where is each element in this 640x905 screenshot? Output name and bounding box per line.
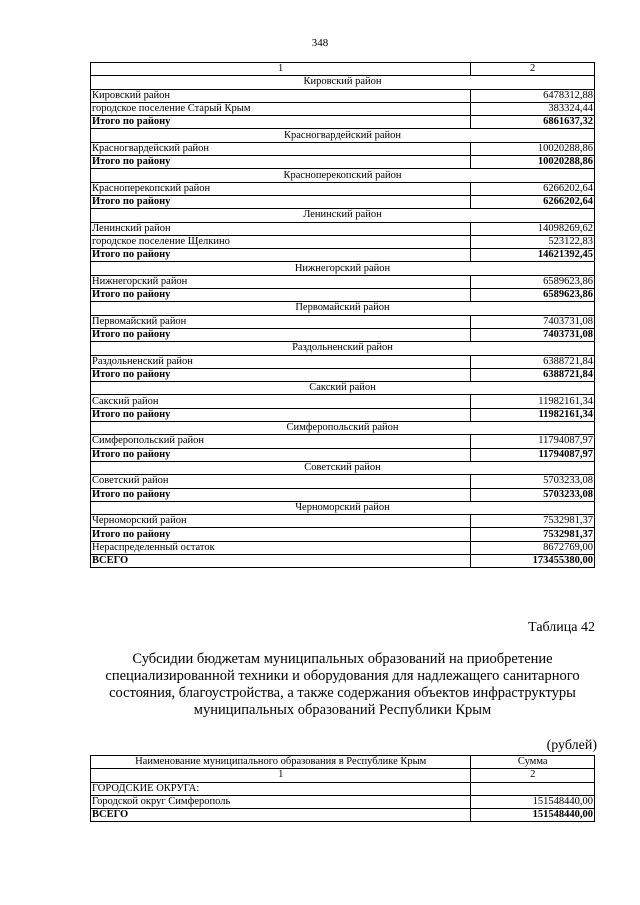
table-row (91, 222, 595, 235)
table-row (91, 782, 595, 795)
row-value: 151548440,00 (471, 795, 595, 808)
column-number-1: 1 (91, 63, 471, 76)
row-name: Итого по району (91, 528, 471, 541)
group-header: Красноперекопский район (91, 169, 595, 182)
row-value: 11982161,34 (471, 395, 595, 408)
table-row (91, 395, 595, 408)
table-row (91, 102, 595, 115)
row-name: Красноперекопский район (91, 182, 471, 195)
total-row (91, 368, 595, 381)
row-value: 11794087,97 (471, 435, 595, 448)
row-name: Советский район (91, 475, 471, 488)
row-value: 11982161,34 (471, 408, 595, 421)
row-name: Симферопольский район (91, 435, 471, 448)
group-header: Раздольненский район (91, 342, 595, 355)
table-row (91, 435, 595, 448)
group-header-row (91, 209, 595, 222)
row-value: 7403731,08 (471, 315, 595, 328)
header-name: Наименование муниципального образования в Республике Крым (91, 756, 471, 769)
row-value: 7403731,08 (471, 328, 595, 341)
group-header-row (91, 382, 595, 395)
group-header-row (91, 129, 595, 142)
row-value: 10020288,86 (471, 156, 595, 169)
total-row (91, 156, 595, 169)
row-name: Раздольненский район (91, 355, 471, 368)
row-name: Нераспределенный остаток (91, 541, 471, 554)
row-value: 8672769,00 (471, 541, 595, 554)
total-row (91, 448, 595, 461)
row-value: 5703233,08 (471, 475, 595, 488)
column-number-2: 2 (471, 63, 595, 76)
table-row (91, 275, 595, 288)
group-header: Нижнегорский район (91, 262, 595, 275)
header-value: Сумма (471, 756, 595, 769)
row-name: Итого по району (91, 156, 471, 169)
row-value: 173455380,00 (471, 554, 595, 567)
row-value: 6861637,32 (471, 116, 595, 129)
group-header-row (91, 169, 595, 182)
table-row (91, 235, 595, 248)
row-name: Итого по району (91, 116, 471, 129)
total-row (91, 488, 595, 501)
row-name: Итого по району (91, 448, 471, 461)
row-value: 5703233,08 (471, 488, 595, 501)
row-name: городское поселение Щелкино (91, 235, 471, 248)
row-name: Нижнегорский район (91, 275, 471, 288)
page-number: 348 (311, 37, 329, 49)
group-header: Черноморский район (91, 501, 595, 514)
units-label: (рублей) (546, 738, 597, 753)
district-subsidy-table (90, 62, 595, 568)
group-header-row (91, 262, 595, 275)
table-row (91, 182, 595, 195)
row-value: 7532981,37 (471, 528, 595, 541)
total-row (91, 809, 595, 822)
total-row (91, 328, 595, 341)
row-value: 6388721,84 (471, 368, 595, 381)
group-header: Советский район (91, 461, 595, 474)
row-name: Итого по району (91, 488, 471, 501)
header-row (91, 756, 595, 769)
group-header: Первомайский район (91, 302, 595, 315)
row-name: ВСЕГО (91, 809, 471, 822)
total-row (91, 195, 595, 208)
row-name: Городской округ Симферополь (91, 795, 471, 808)
row-name: Первомайский район (91, 315, 471, 328)
table-row (91, 515, 595, 528)
table-row (91, 541, 595, 554)
group-header-row (91, 501, 595, 514)
group-header-row (91, 302, 595, 315)
table-row (91, 475, 595, 488)
table-row (91, 89, 595, 102)
group-header: Ленинский район (91, 209, 595, 222)
row-name: Итого по району (91, 408, 471, 421)
group-header-row (91, 422, 595, 435)
row-name: Ленинский район (91, 222, 471, 235)
column-number-2: 2 (471, 769, 595, 782)
column-number-row (91, 769, 595, 782)
row-value: 6388721,84 (471, 355, 595, 368)
table-caption: Таблица 42 (528, 620, 595, 635)
group-header-row (91, 342, 595, 355)
row-value: 523122,83 (471, 235, 595, 248)
table-row (91, 355, 595, 368)
row-value: 383324,44 (471, 102, 595, 115)
row-name: Итого по району (91, 328, 471, 341)
row-name: Итого по району (91, 195, 471, 208)
total-row (91, 116, 595, 129)
subsidy-table-42 (90, 755, 595, 822)
row-name: Красногвардейский район (91, 142, 471, 155)
total-row (91, 289, 595, 302)
total-row (91, 528, 595, 541)
row-value: 151548440,00 (471, 809, 595, 822)
total-row (91, 408, 595, 421)
row-name: городское поселение Старый Крым (91, 102, 471, 115)
row-value: 6589623,86 (471, 275, 595, 288)
table-row (91, 795, 595, 808)
group-header: Симферопольский район (91, 422, 595, 435)
group-header: Сакский район (91, 382, 595, 395)
row-name: Кировский район (91, 89, 471, 102)
row-value: 7532981,37 (471, 515, 595, 528)
column-number-row (91, 63, 595, 76)
group-header: Кировский район (91, 76, 595, 89)
row-name: Итого по району (91, 368, 471, 381)
row-name: Черноморский район (91, 515, 471, 528)
row-value: 6266202,64 (471, 195, 595, 208)
total-row (91, 249, 595, 262)
row-value: 6478312,88 (471, 89, 595, 102)
table-row (91, 142, 595, 155)
column-number-1: 1 (91, 769, 471, 782)
group-header-row (91, 76, 595, 89)
row-value: 14621392,45 (471, 249, 595, 262)
row-value: 6266202,64 (471, 182, 595, 195)
row-name: ВСЕГО (91, 554, 471, 567)
row-value (471, 782, 595, 795)
row-name: ГОРОДСКИЕ ОКРУГА: (91, 782, 471, 795)
row-value: 6589623,86 (471, 289, 595, 302)
row-name: Сакский район (91, 395, 471, 408)
row-value: 10020288,86 (471, 142, 595, 155)
total-row (91, 554, 595, 567)
row-value: 11794087,97 (471, 448, 595, 461)
row-name: Итого по району (91, 289, 471, 302)
row-value: 14098269,62 (471, 222, 595, 235)
group-header: Красногвардейский район (91, 129, 595, 142)
table-title: Субсидии бюджетам муниципальных образований на приобретение специализированной техники и оборудования для надлежащего санитарного состояния, благоустройства, а также содержания объектов инфраструктуры муниципальных образований Республики Крым (105, 651, 580, 718)
group-header-row (91, 461, 595, 474)
table-row (91, 315, 595, 328)
row-name: Итого по району (91, 249, 471, 262)
